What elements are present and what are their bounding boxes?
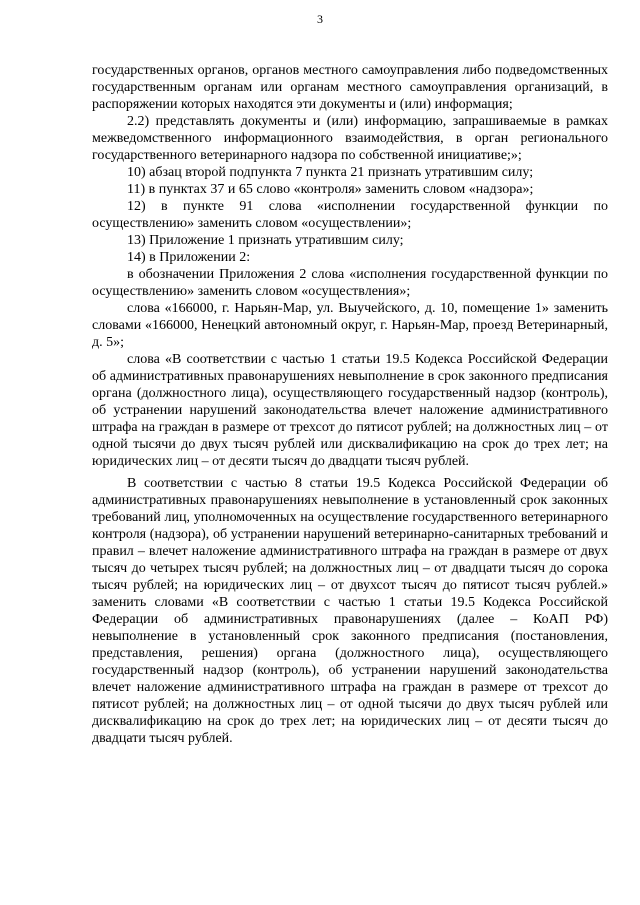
paragraph: 13) Приложение 1 признать утратившим силу; — [127, 233, 404, 248]
paragraph: 11) в пунктах 37 и 65 слово «контроля» заменить словом «надзора»; — [127, 182, 534, 197]
paragraph: слова «В соответствии с частью 1 статьи 19.5 Кодекса Российской Федерации об административных правонарушениях невыполнение в срок законного предписания органа (должностного лица), осуществляющего государственный надзор (контроль), об устранении нарушений законодательства влечет наложение административного штрафа на граждан в размере от трехсот до пятисот рублей; на должностных лиц – от одной тысячи до двух тысяч рублей или дисквалификацию на срок до трех лет; на юридических лиц – от десяти тысяч до двадцати тысяч рублей. — [92, 352, 608, 469]
paragraph: 12) в пункте 91 слова «исполнении государственной функции по осуществлению» заменить словом «осуществлении»; — [92, 199, 608, 231]
paragraph: слова «166000, г. Нарьян-Мар, ул. Выучейского, д. 10, помещение 1» заменить словами «166000, Ненецкий автономный округ, г. Нарьян-Мар, проезд Ветеринарный, д. 5»; — [92, 301, 608, 350]
paragraph: 14) в Приложении 2: — [127, 250, 251, 265]
paragraph: 10) абзац второй подпункта 7 пункта 21 признать утратившим силу; — [127, 165, 534, 180]
paragraph: 2.2) представлять документы и (или) информацию, запрашиваемые в рамках межведомственного информационного взаимодействия, в орган регионального государственного ветеринарного надзора по собственной инициативе;»; — [92, 114, 608, 163]
page-number: 3 — [317, 12, 323, 26]
document-body — [92, 62, 608, 747]
paragraph: в обозначении Приложения 2 слова «исполнения государственной функции по осуществлению» заменить словом «осуществления»; — [92, 267, 608, 299]
paragraph: В соответствии с частью 8 статьи 19.5 Кодекса Российской Федерации об административных правонарушениях невыполнение в установленный срок законных требований лиц, уполномоченных на осуществление государственного ветеринарного контроля (надзора), об устранении нарушений ветеринарно-санитарных требований и правил – влечет наложение административного штрафа на граждан в размере от двух тысяч до четырех тысяч рублей; на должностных лиц – от двадцати тысяч до сорока тысяч рублей; на юридических лиц – от двухсот тысяч до пятисот тысяч рублей.» заменить словами «В соответствии с частью 1 статьи 19.5 Кодекса Российской Федерации об административных правонарушениях (далее – КоАП РФ) невыполнение в установленный срок законного предписания (постановления, представления, решения) органа (должностного лица), осуществляющего государственный надзор (контроль), об устранении нарушений законодательства влечет наложение административного штрафа на граждан в размере от трехсот до пятисот рублей; на должностных лиц – от одной тысячи до двух тысяч рублей или дисквалификацию на срок до трех лет; на юридических лиц – от десяти тысяч до двадцати тысяч рублей. — [92, 476, 608, 746]
paragraph: государственных органов, органов местного самоуправления либо подведомственных государственным органам или органам местного самоуправления организаций, в распоряжении которых находятся эти документы и (или) информация; — [92, 63, 608, 112]
